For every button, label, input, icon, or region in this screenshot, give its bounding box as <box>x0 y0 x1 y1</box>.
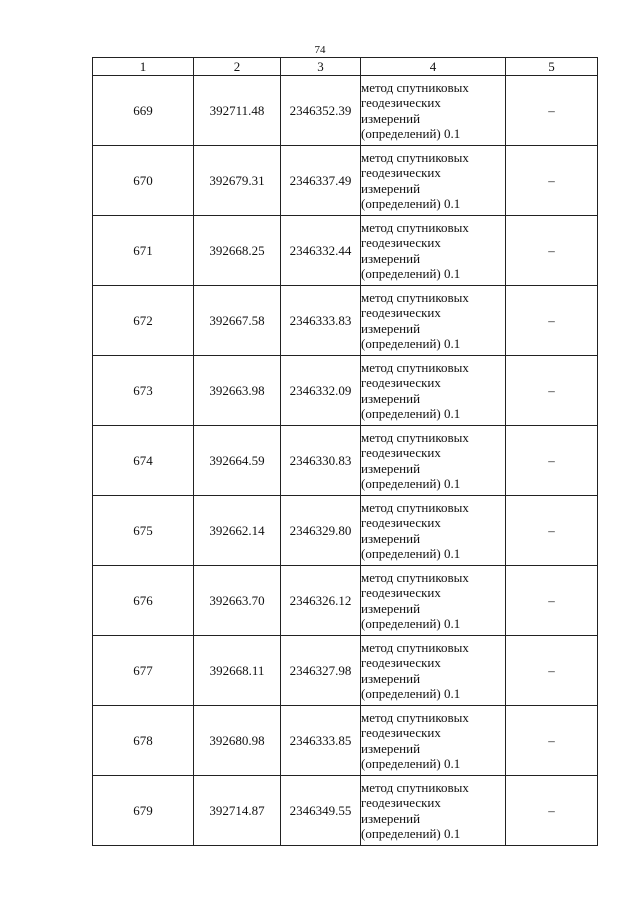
table-row <box>93 216 598 286</box>
coordinate-x: 392662.14 <box>194 496 281 566</box>
note-dash: – <box>506 636 598 706</box>
method-line: метод спутниковых <box>361 639 469 655</box>
method-line: (определений) 0.1 <box>361 406 461 421</box>
table-header-row <box>93 58 598 76</box>
table-row <box>93 356 598 426</box>
coordinate-y: 2346352.39 <box>281 76 361 146</box>
method-line: геодезических <box>361 235 441 250</box>
header-col-4: 4 <box>361 58 506 76</box>
method-line: метод спутниковых <box>361 289 469 305</box>
coordinate-x: 392663.98 <box>194 356 281 426</box>
coordinate-y: 2346332.44 <box>281 216 361 286</box>
method-line: измерений <box>361 180 421 196</box>
method-description <box>361 776 506 846</box>
method-line: (определений) 0.1 <box>361 266 461 281</box>
note-dash: – <box>506 566 598 636</box>
header-col-1: 1 <box>93 58 194 76</box>
method-line: метод спутниковых <box>361 779 469 795</box>
note-dash: – <box>506 426 598 496</box>
method-line: метод спутниковых <box>361 709 469 725</box>
method-line: измерений <box>361 740 421 756</box>
method-line: (определений) 0.1 <box>361 686 461 701</box>
method-line: геодезических <box>361 305 441 320</box>
method-description <box>361 286 506 356</box>
method-line: измерений <box>361 390 421 406</box>
point-number: 674 <box>93 426 194 496</box>
method-line: метод спутниковых <box>361 149 469 165</box>
method-line: геодезических <box>361 655 441 670</box>
coordinate-y: 2346337.49 <box>281 146 361 216</box>
method-description <box>361 636 506 706</box>
method-line: геодезических <box>361 585 441 600</box>
point-number: 672 <box>93 286 194 356</box>
method-line: метод спутниковых <box>361 429 469 445</box>
coordinate-x: 392714.87 <box>194 776 281 846</box>
coordinate-x: 392680.98 <box>194 706 281 776</box>
method-line: метод спутниковых <box>361 219 469 235</box>
method-line: геодезических <box>361 95 441 110</box>
method-description <box>361 426 506 496</box>
coordinate-x: 392664.59 <box>194 426 281 496</box>
coordinate-x: 392679.31 <box>194 146 281 216</box>
table-row <box>93 636 598 706</box>
header-col-2: 2 <box>194 58 281 76</box>
table-row <box>93 426 598 496</box>
coordinate-y: 2346332.09 <box>281 356 361 426</box>
note-dash: – <box>506 706 598 776</box>
method-line: (определений) 0.1 <box>361 756 461 771</box>
point-number: 677 <box>93 636 194 706</box>
method-line: метод спутниковых <box>361 499 469 515</box>
header-col-5: 5 <box>506 58 598 76</box>
method-line: измерений <box>361 320 421 336</box>
point-number: 678 <box>93 706 194 776</box>
method-line: геодезических <box>361 375 441 390</box>
table-row <box>93 566 598 636</box>
method-line: (определений) 0.1 <box>361 126 461 141</box>
coordinate-y: 2346333.85 <box>281 706 361 776</box>
coordinate-y: 2346326.12 <box>281 566 361 636</box>
point-number: 679 <box>93 776 194 846</box>
table-row <box>93 496 598 566</box>
method-line: (определений) 0.1 <box>361 196 461 211</box>
note-dash: – <box>506 216 598 286</box>
method-line: измерений <box>361 670 421 686</box>
method-line: измерений <box>361 530 421 546</box>
note-dash: – <box>506 76 598 146</box>
coordinate-y: 2346349.55 <box>281 776 361 846</box>
table-row <box>93 706 598 776</box>
method-line: метод спутниковых <box>361 79 469 95</box>
method-description <box>361 496 506 566</box>
method-description <box>361 356 506 426</box>
method-line: измерений <box>361 600 421 616</box>
method-line: (определений) 0.1 <box>361 546 461 561</box>
table-row <box>93 146 598 216</box>
table-row <box>93 286 598 356</box>
method-description <box>361 706 506 776</box>
table-row <box>93 76 598 146</box>
method-line: метод спутниковых <box>361 569 469 585</box>
coordinate-x: 392663.70 <box>194 566 281 636</box>
note-dash: – <box>506 286 598 356</box>
method-line: (определений) 0.1 <box>361 616 461 631</box>
method-line: измерений <box>361 460 421 476</box>
note-dash: – <box>506 146 598 216</box>
method-line: геодезических <box>361 445 441 460</box>
coordinates-table <box>92 57 598 846</box>
note-dash: – <box>506 356 598 426</box>
method-line: (определений) 0.1 <box>361 476 461 491</box>
method-line: измерений <box>361 810 421 826</box>
method-line: геодезических <box>361 165 441 180</box>
coordinate-y: 2346330.83 <box>281 426 361 496</box>
method-line: геодезических <box>361 515 441 530</box>
method-line: (определений) 0.1 <box>361 826 461 841</box>
method-line: геодезических <box>361 725 441 740</box>
method-description <box>361 76 506 146</box>
method-description <box>361 566 506 636</box>
note-dash: – <box>506 776 598 846</box>
method-line: измерений <box>361 110 421 126</box>
method-description <box>361 146 506 216</box>
coordinate-x: 392668.11 <box>194 636 281 706</box>
coordinate-y: 2346327.98 <box>281 636 361 706</box>
page-number: 74 <box>314 44 326 56</box>
method-line: (определений) 0.1 <box>361 336 461 351</box>
coordinate-x: 392668.25 <box>194 216 281 286</box>
coordinate-y: 2346333.83 <box>281 286 361 356</box>
table-row <box>93 776 598 846</box>
method-description <box>361 216 506 286</box>
point-number: 671 <box>93 216 194 286</box>
point-number: 675 <box>93 496 194 566</box>
table-body <box>93 76 598 846</box>
coordinate-y: 2346329.80 <box>281 496 361 566</box>
header-col-3: 3 <box>281 58 361 76</box>
point-number: 673 <box>93 356 194 426</box>
method-line: измерений <box>361 250 421 266</box>
coordinate-x: 392711.48 <box>194 76 281 146</box>
note-dash: – <box>506 496 598 566</box>
point-number: 670 <box>93 146 194 216</box>
coordinate-x: 392667.58 <box>194 286 281 356</box>
point-number: 669 <box>93 76 194 146</box>
point-number: 676 <box>93 566 194 636</box>
method-line: геодезических <box>361 795 441 810</box>
method-line: метод спутниковых <box>361 359 469 375</box>
